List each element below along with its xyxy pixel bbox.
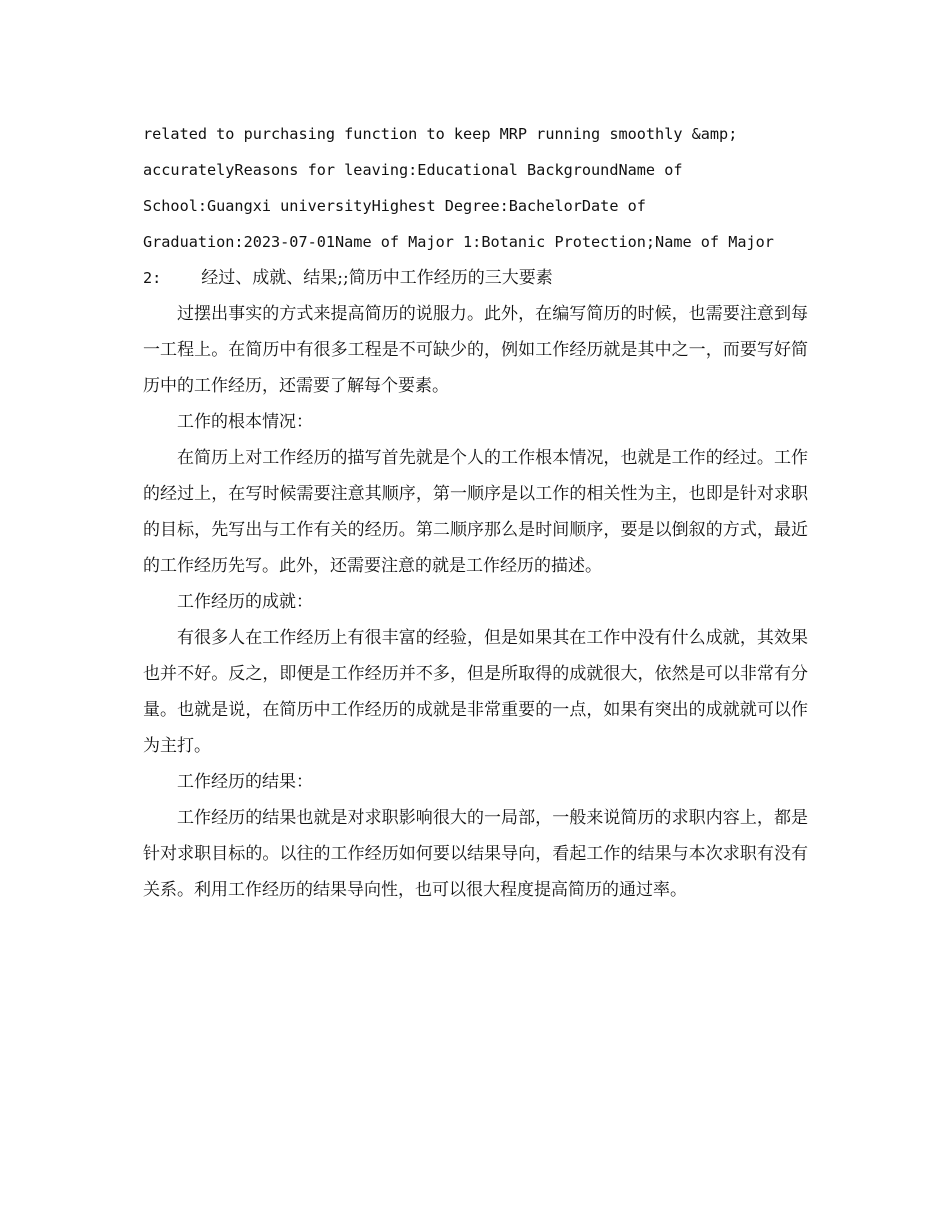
section-body-result: 工作经历的结果也就是对求职影响很大的一局部，一般来说简历的求职内容上，都是针对求职目标的。以往的工作经历如何要以结果导向，看起工作的结果与本次求职有没有关系。利用工作经历的结果导向性，也可以很大程度提高简历的通过率。 — [143, 808, 808, 900]
header-line-3: School:Guangxi universityHighest Degree:BachelorDate of — [143, 197, 646, 215]
section-body-basic: 在简历上对工作经历的描写首先就是个人的工作根本情况，也就是工作的经过。工作的经过上，在写时候需要注意其顺序，第一顺序是以工作的相关性为主，也即是针对求职的目标，先写出与工作有关的经历。第二顺序那么是时间顺序，要是以倒叙的方式，最近的工作经历先写。此外，还需要注意的就是工作经历的描述。 — [143, 448, 808, 576]
section-heading-basic: 工作的根本情况： — [177, 412, 313, 432]
document-title: 经过、成就、结果;;简历中工作经历的三大要素 — [201, 268, 553, 288]
title-prefix: 2: — [143, 269, 162, 287]
header-line-4: Graduation:2023-07-01Name of Major 1:Botanic Protection;Name of Major — [143, 233, 774, 251]
header-line-1: related to purchasing function to keep MRP running smoothly &amp; — [143, 125, 738, 143]
section-heading-achievement: 工作经历的成就： — [177, 592, 313, 612]
section-heading-result: 工作经历的结果： — [177, 772, 313, 792]
intro-paragraph: 过摆出事实的方式来提高简历的说服力。此外，在编写简历的时候，也需要注意到每一工程上。在简历中有很多工程是不可缺少的，例如工作经历就是其中之一，而要写好简历中的工作经历，还需要了解每个要素。 — [143, 304, 808, 396]
header-line-2: accuratelyReasons for leaving:Educational BackgroundName of — [143, 161, 683, 179]
document-body — [143, 116, 808, 908]
section-body-achievement: 有很多人在工作经历上有很丰富的经验，但是如果其在工作中没有什么成就，其效果也并不好。反之，即便是工作经历并不多，但是所取得的成就很大，依然是可以非常有分量。也就是说，在简历中工作经历的成就是非常重要的一点，如果有突出的成就就可以作为主打。 — [143, 628, 808, 756]
title-line — [143, 260, 808, 296]
